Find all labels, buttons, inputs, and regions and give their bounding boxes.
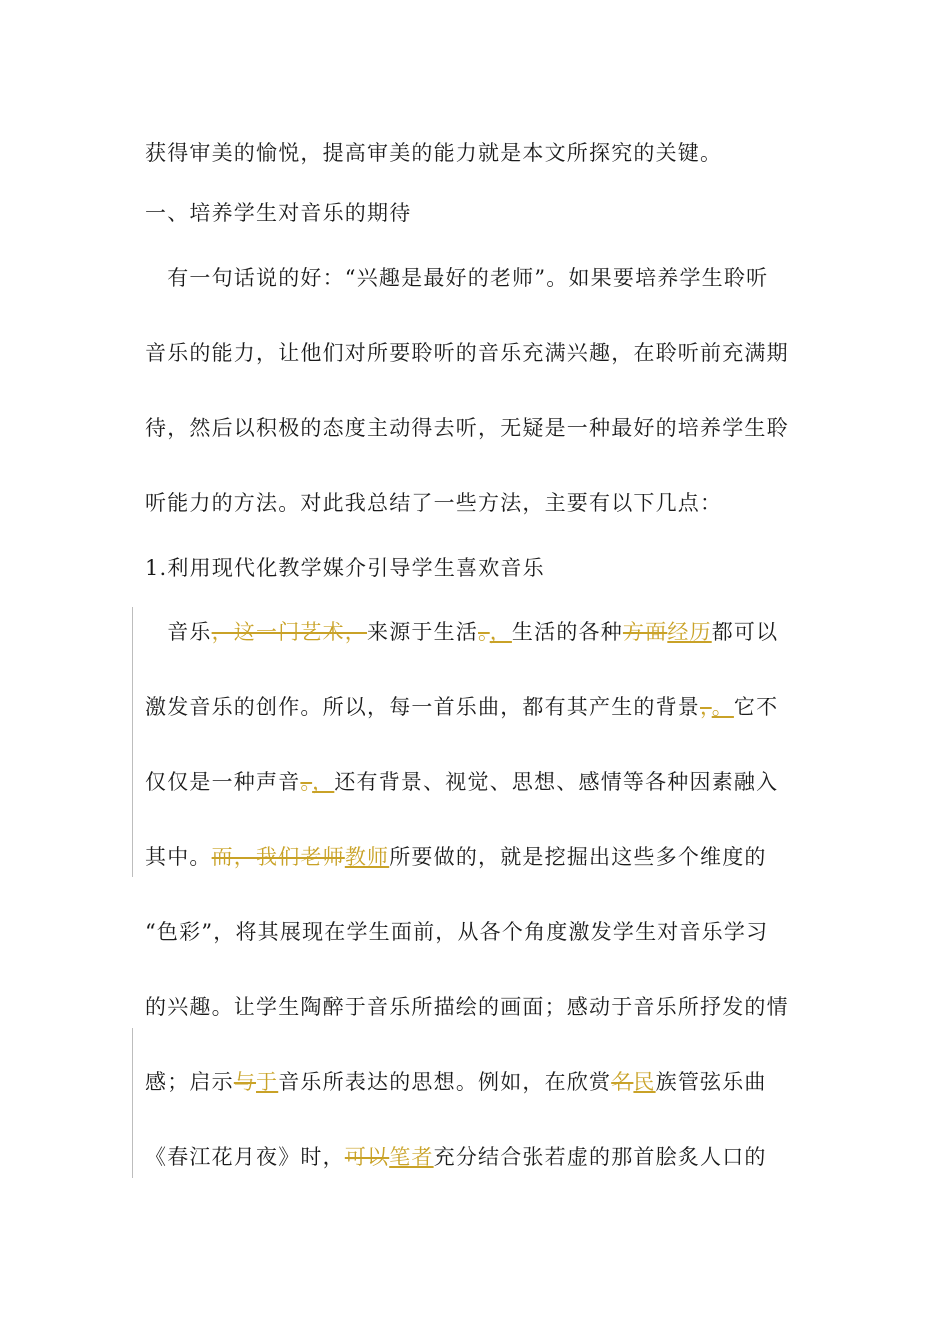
inserted-text: 民 [633,1070,656,1094]
text-line [145,842,800,872]
deleted-text: 与 [233,1070,257,1094]
deleted-text: 。 [478,620,490,644]
text-line [145,1142,800,1172]
change-bar [132,607,133,877]
inserted-text: 于 [256,1070,279,1094]
deleted-text: ， [700,695,712,719]
text-line [145,488,800,518]
text-run: 其中。 [145,845,212,869]
text-line [145,413,800,443]
text-run: 仅仅是一种声音 [145,770,301,794]
text-line [145,263,800,293]
inserted-text: 。 [711,695,734,719]
text-line [145,917,800,947]
inserted-text: 教师 [344,845,390,869]
text-run: 所要做的，就是挖掘出这些多个维度的 [389,845,767,869]
text-run: 音乐的能力，让他们对所要聆听的音乐充满兴趣，在聆听前充满期 [145,341,789,365]
text-run: 音乐 [145,620,212,644]
text-run: 一、培养学生对音乐的期待 [145,201,412,225]
text-run: 1.利用现代化教学媒介引导学生喜欢音乐 [145,556,545,580]
text-run: 来源于生活 [367,620,479,644]
text-run: 有一句话说的好：“兴趣是最好的老师”。如果要培养学生聆听 [145,266,769,290]
deleted-text: 。 [300,770,313,794]
deleted-text: 名 [611,1070,634,1094]
text-line [145,138,800,168]
inserted-text: ， [489,620,512,644]
text-run: 都可以 [711,620,779,644]
deleted-text: 方面 [622,620,668,644]
text-run: 感；启示 [145,1070,234,1094]
text-run: “色彩”，将其展现在学生面前，从各个角度激发学生对音乐学习 [145,920,769,944]
text-run: 待，然后以积极的态度主动得去听，无疑是一种最好的培养学生聆 [145,416,789,440]
text-run: 《春江花月夜》时， [145,1145,345,1169]
text-line [145,692,800,722]
text-run: 族管弦乐曲 [655,1070,767,1094]
inserted-text: ， [312,770,335,794]
text-run: 它不 [733,695,779,719]
text-line [145,617,800,647]
change-bar [132,1028,133,1178]
text-run: 生活的各种 [511,620,623,644]
section-heading [145,198,800,228]
deleted-text: ，这一门艺术， [211,620,368,644]
subsection-heading [145,553,800,583]
text-run: 音乐所表达的思想。例如，在欣赏 [278,1070,612,1094]
deleted-text: 而，我们老师 [211,845,345,869]
text-line [145,992,800,1022]
text-run: 充分结合张若虚的那首脍炙人口的 [433,1145,767,1169]
text-run: 的兴趣。让学生陶醉于音乐所描绘的画面；感动于音乐所抒发的情 [145,995,789,1019]
text-run: 还有背景、视觉、思想、感情等各种因素融入 [334,770,779,794]
text-line [145,338,800,368]
inserted-text: 笔者 [389,1145,434,1169]
text-run: 获得审美的愉悦，提高审美的能力就是本文所探究的关键。 [145,141,723,165]
deleted-text: 可以 [344,1145,390,1169]
text-run: 激发音乐的创作。所以，每一首乐曲，都有其产生的背景 [145,695,700,719]
inserted-text: 经历 [667,620,712,644]
text-line [145,1067,800,1097]
text-run: 听能力的方法。对此我总结了一些方法，主要有以下几点： [145,491,723,515]
text-line [145,767,800,797]
